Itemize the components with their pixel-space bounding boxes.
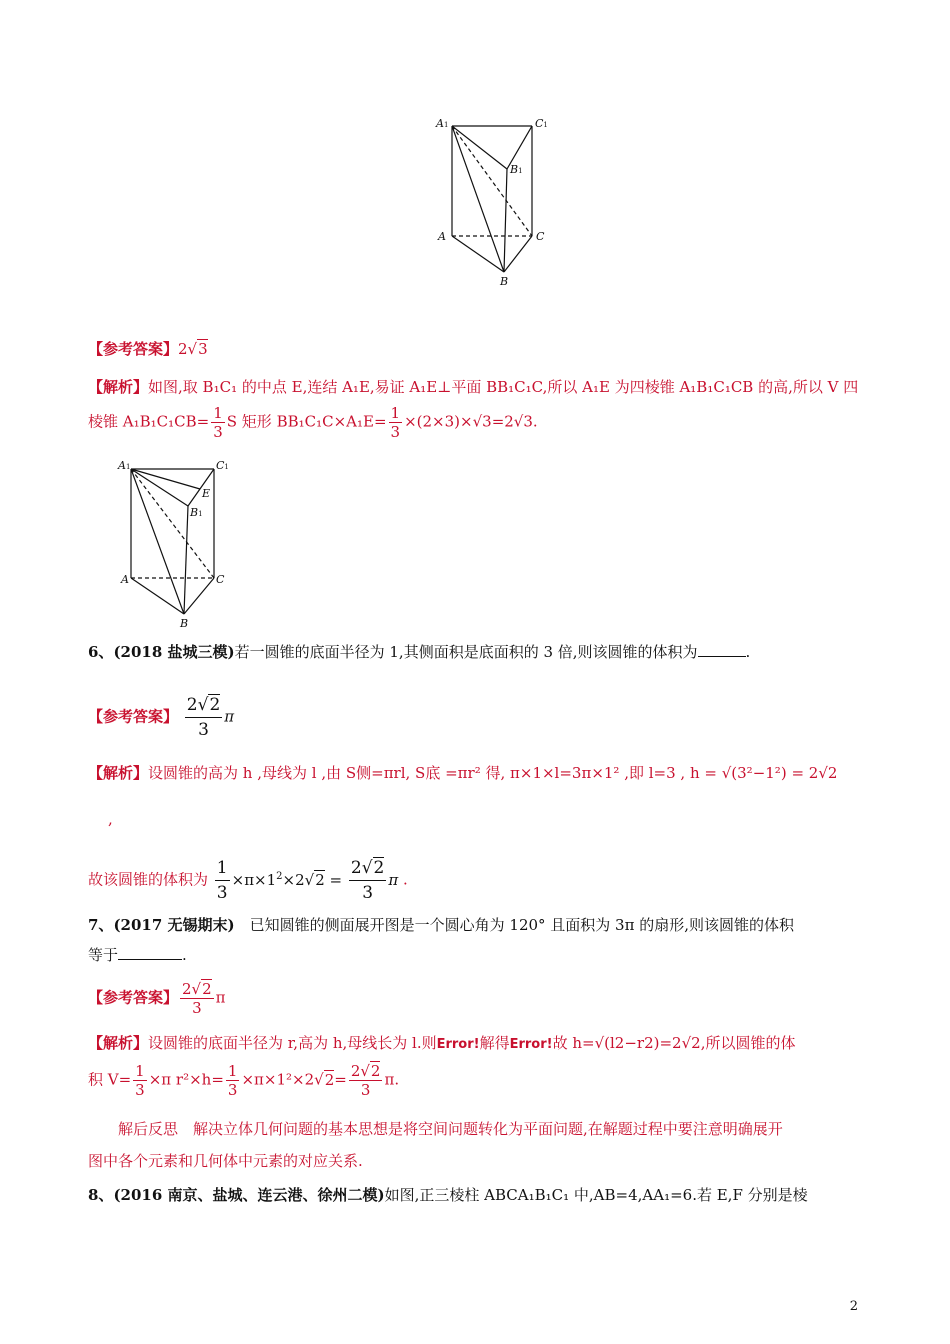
- q7-reflection-line-1: 解后反思 解决立体几何问题的基本思想是将空间问题转化为平面问题,在解题过程中要注意明确展开: [118, 1120, 783, 1138]
- q6-answer-blank: [698, 642, 746, 657]
- fig2-label-b: B: [180, 617, 189, 630]
- fig2-label-c1: C1: [216, 459, 229, 472]
- fig1-label-c: C: [536, 230, 545, 243]
- q6-question-line: 6、(2018 盐城三模)若一圆锥的底面半径为 1,其侧面积是底面积的 3 倍,则该圆锥的体积为 .: [88, 643, 751, 661]
- q6-analysis-line: 【解析】设圆锥的高为 h ,母线为 l ,由 S侧=πrl, S底 =πr² 得, π×1×l=3π×1² ,即 l=3 , h = √(3²−1²) = 2√2: [88, 764, 838, 782]
- q7-answer-blank: [118, 945, 182, 960]
- fig2-label-e: E: [202, 487, 211, 500]
- fig1-label-c1: C1: [535, 117, 548, 130]
- fig2-label-a: A: [121, 573, 129, 586]
- q5-analysis-line-1: [88, 376, 858, 398]
- q7-analysis-line-1: 【解析】设圆锥的底面半径为 r,高为 h,母线长为 l.则Error!解得Error!故 h=√(l2−r2)=2√2,所以圆锥的体: [88, 1034, 796, 1052]
- fig1-label-a1: A1: [436, 117, 449, 130]
- fig1-label-b1: B1: [510, 163, 523, 176]
- q5-analysis-tag: 【解析】: [88, 378, 149, 396]
- prism-figure-2: [116, 456, 246, 631]
- q6-conclusion-line: 故该圆锥的体积为 $\frac{1}{3}$ $\times\pi\times 1^2\times 2√2$ = $\frac{2√2}{3}$ π .: [88, 858, 408, 903]
- page-number: 2: [849, 1299, 858, 1314]
- q5-answer-line: 【参考答案】2√3: [88, 340, 208, 358]
- fig2-label-b1: B1: [190, 506, 203, 519]
- q7-analysis-line-2: 积 V= $\frac{1}{3}$ ×π r²×h= $\frac{1}{3}$ ×π×1²×2√2= $\frac{2√2}{3}$ π.: [88, 1062, 400, 1099]
- q7-answer-line: 【参考答案】 $\frac{2√2}{3}$ π: [88, 980, 226, 1017]
- q8-question-line: 8、(2016 南京、盐城、连云港、徐州二模)如图,正三棱柱 ABCA₁B₁C₁ 中,AB=4,AA₁=6.若 E,F 分别是棱: [88, 1186, 808, 1204]
- q6-comma: ,: [108, 810, 113, 828]
- q7-question-line-1: 7、(2017 无锡期末) 已知圆锥的侧面展开图是一个圆心角为 120° 且面积为 3π 的扇形,则该圆锥的体积: [88, 916, 795, 934]
- q5-analysis-text-1: 如图,取 B₁C₁ 的中点 E,连结 A₁E,易证 A₁E⊥平面 BB₁C₁C,所以 A₁E 为四棱锥 A₁B₁C₁CB 的高,所以 V 四: [148, 378, 859, 396]
- q5-analysis-line-2: 棱锥 A₁B₁C₁CB= $\frac{1}{3}$ S 矩形 BB₁C₁C×A₁E= $\frac{1}{3}$ ×(2×3)×√3=2√3.: [88, 404, 538, 441]
- fig1-label-a: A: [438, 230, 446, 243]
- fig1-label-b: B: [500, 275, 509, 288]
- fig2-label-c: C: [216, 573, 225, 586]
- q7-question-line-2: 等于 .: [88, 946, 187, 964]
- fig2-label-a1: A1: [118, 459, 131, 472]
- q5-answer-tag: 【参考答案】: [88, 340, 179, 358]
- q6-answer-line: 【参考答案】 $\frac{2√2}{3}$ π: [88, 695, 235, 740]
- prism-figure-1: [430, 115, 560, 290]
- q7-reflection-line-2: 图中各个元素和几何体中元素的对应关系.: [88, 1152, 363, 1170]
